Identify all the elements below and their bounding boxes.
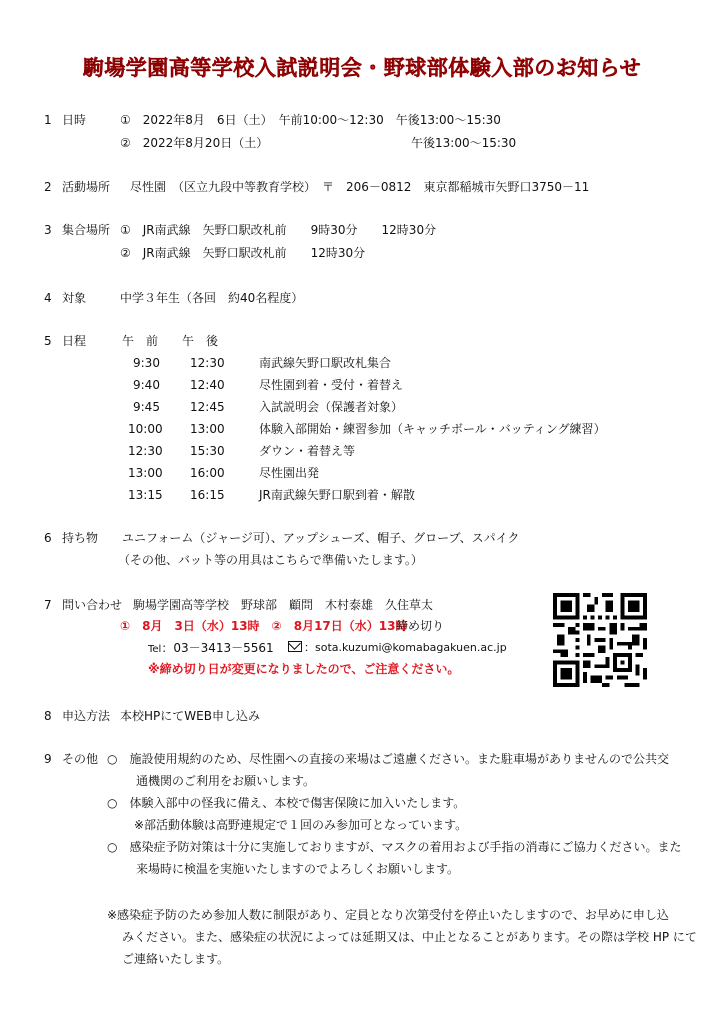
schedule-desc: 体験入部開始・練習参加（キャッチボール・バッティング練習） (259, 422, 606, 436)
schedule-pm-time: 12:40 (190, 378, 225, 392)
schedule-am-header: 午 前 (122, 334, 159, 348)
other-bullet-3b: 来場時に検温を実施いたしますのでよろしくお願いします。 (136, 862, 460, 876)
other-bullet-1a: ○ 施設使用規約のため、尽性園への直接の来場はご遠慮ください。また駐車場がありませんので公共交 (107, 752, 669, 766)
schedule-desc: JR南武線矢野口駅到着・解散 (259, 488, 415, 502)
schedule-am-time: 13:00 (128, 466, 163, 480)
schedule-pm-time: 12:45 (190, 400, 225, 414)
deadline-suffix: 締め切り (396, 619, 445, 633)
section-label-other: その他 (62, 752, 99, 766)
section-label-belongings: 持ち物 (62, 531, 99, 545)
section-label-datetime: 日時 (62, 113, 87, 127)
section-number: 4 (44, 291, 52, 305)
section-label-target: 対象 (62, 291, 87, 305)
schedule-pm-time: 16:15 (190, 488, 225, 502)
schedule-pm-time: 12:30 (190, 356, 225, 370)
schedule-desc: 尽性園出発 (259, 466, 320, 480)
other-bullet-1b: 通機関のご利用をお願いします。 (136, 774, 316, 788)
schedule-desc: 入試説明会（保護者対象） (259, 400, 404, 414)
schedule-desc: ダウン・着替え等 (259, 444, 356, 458)
schedule-am-time: 9:30 (133, 356, 160, 370)
schedule-am-time: 12:30 (128, 444, 163, 458)
application-line: 本校HPにてWEB申し込み (120, 709, 260, 723)
section-label-venue: 活動場所 (62, 180, 111, 194)
final-note-3: ご連絡いたします。 (122, 952, 230, 966)
datetime-line-1: ① 2022年8月 6日（土） 午前10:00～12:30 午後13:00～15:30 (120, 113, 501, 127)
belongings-line-2: （その他、バット等の用具はこちらで準備いたします。） (118, 553, 423, 567)
meeting-line-2: ② JR南武線 矢野口駅改札前 12時30分 (120, 246, 366, 260)
schedule-desc: 尽性園到着・受付・着替え (259, 378, 404, 392)
section-label-schedule: 日程 (62, 334, 87, 348)
schedule-desc: 南武線矢野口駅改札集合 (259, 356, 392, 370)
section-number: 7 (44, 598, 52, 612)
email-address[interactable]: ：sota.kuzumi@komabagakuen.ac.jp (304, 641, 507, 654)
schedule-am-time: 13:15 (128, 488, 163, 502)
section-label-contact: 問い合わせ (62, 598, 123, 612)
datetime-line-2-date: ② 2022年8月20日（土） (120, 136, 269, 150)
section-number: 9 (44, 752, 52, 766)
datetime-line-2-time: 午後13:00～15:30 (411, 136, 517, 150)
other-bullet-3a: ○ 感染症予防対策は十分に実施しておりますが、マスクの着用および手指の消毒にご協力ください。また (107, 840, 682, 854)
section-number: 8 (44, 709, 52, 723)
phone-label: Tel (148, 644, 162, 655)
section-number: 6 (44, 531, 52, 545)
schedule-am-time: 10:00 (128, 422, 163, 436)
other-bullet-2b: ※部活動体験は高野連規定で１回のみ参加可となっています。 (134, 818, 468, 832)
schedule-pm-time: 15:30 (190, 444, 225, 458)
meeting-line-1: ① JR南武線 矢野口駅改札前 9時30分 12時30分 (120, 223, 437, 237)
schedule-am-time: 9:45 (133, 400, 160, 414)
section-number: 3 (44, 223, 52, 237)
schedule-pm-time: 16:00 (190, 466, 225, 480)
final-note-2: みください。また、感染症の状況によっては延期又は、中止となることがあります。その際は学校 HP にて (122, 930, 697, 944)
email-line (288, 640, 507, 656)
deadline-change-notice: ※締め切り日が変更になりましたので、ご注意ください。 (148, 662, 460, 676)
schedule-pm-time: 13:00 (190, 422, 225, 436)
venue-line: 尽性園 （区立九段中等教育学校） 〒 206－0812 東京都稲城市矢野口3750－11 (130, 180, 590, 194)
phone-number: ：03－3413－5561 (161, 641, 274, 655)
section-label-application: 申込方法 (62, 709, 111, 723)
schedule-am-time: 9:40 (133, 378, 160, 392)
section-number: 1 (44, 113, 52, 127)
phone-line (148, 640, 274, 658)
other-bullet-2a: ○ 体験入部中の怪我に備え、本校で傷害保険に加入いたします。 (107, 796, 466, 810)
page-title: 駒場学園高等学校入試説明会・野球部体験入部のお知らせ (82, 56, 642, 80)
section-number: 2 (44, 180, 52, 194)
contact-line: 駒場学園高等学校 野球部 顧問 木村泰雄 久住草太 (133, 598, 434, 612)
target-line: 中学３年生（各回 約40名程度） (120, 291, 304, 305)
deadline-dates: ① 8月 3日（水）13時 ② 8月17日（水）13時 (120, 619, 408, 633)
section-number: 5 (44, 334, 52, 348)
qr-code[interactable] (553, 593, 647, 687)
belongings-line-1: ユニフォーム（ジャージ可）、アップシューズ、帽子、グローブ、スパイク (122, 531, 520, 545)
section-label-meeting: 集合場所 (62, 223, 111, 237)
final-note-1: ※感染症予防のため参加人数に制限があり、定員となり次第受付を停止いたしますので、お早めに申し込 (107, 908, 669, 922)
mail-icon (288, 641, 302, 652)
schedule-pm-header: 午 後 (182, 334, 219, 348)
